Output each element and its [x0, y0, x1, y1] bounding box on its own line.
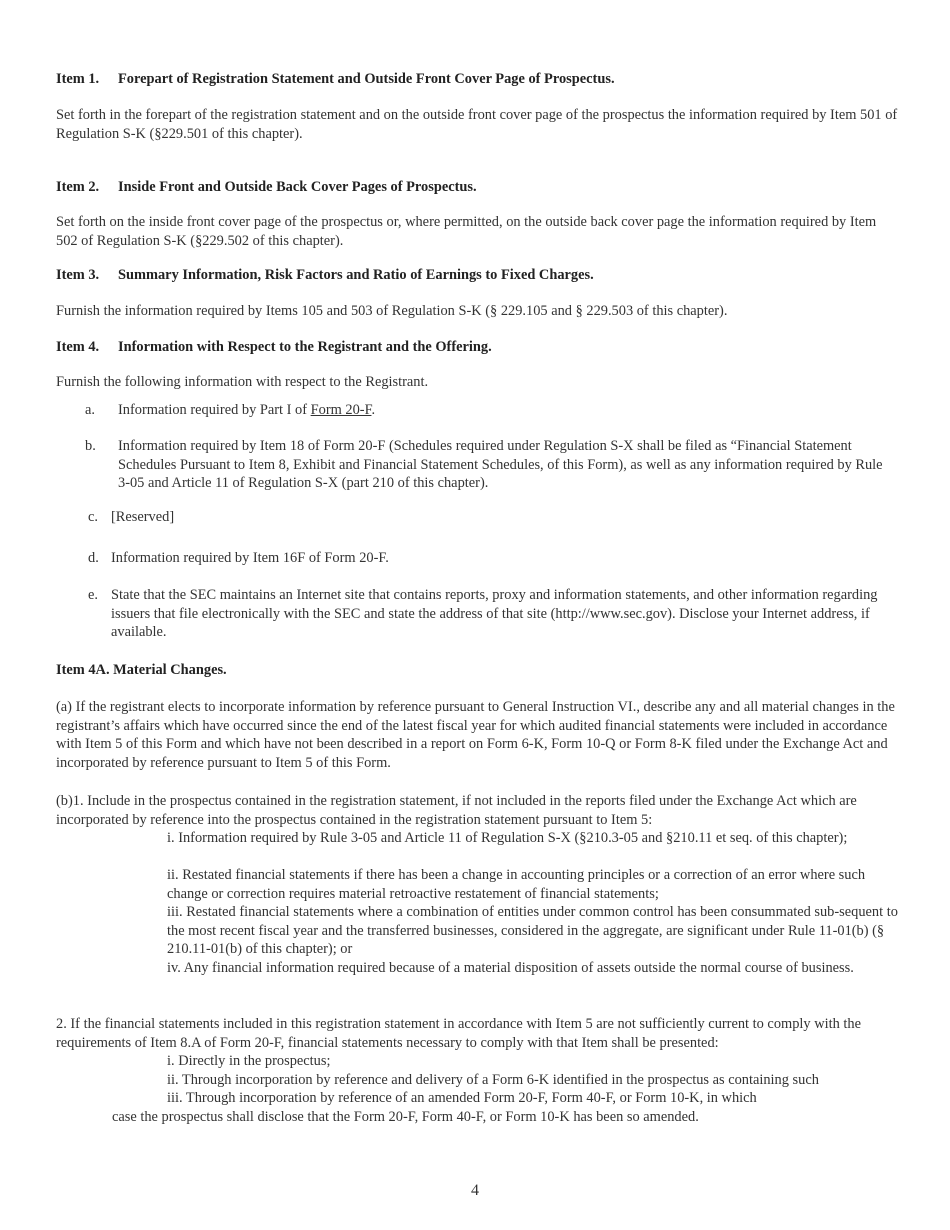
item-4-list-item-b — [85, 437, 898, 493]
item-1-number: Item 1. — [56, 71, 100, 87]
item-4a-paragraph-b1: (b)1. Include in the prospectus contained in the registration statement, if not included in the reports filed under the Exchange Act which are incorporated by reference into the prospectus contained in the registration statement pursuant to Item 5: — [56, 793, 857, 828]
b1-subitem-ii: ii. Restated financial statements if there has been a change in accounting principles or a correction of an error where such change or correction requires material retroactive restatement of financial statements; — [167, 867, 866, 902]
item-4-list-item-d — [88, 549, 898, 568]
b2-subitem-i: i. Directly in the prospectus; — [167, 1053, 331, 1069]
list-label-e: e. — [88, 587, 98, 603]
b1-subitem-iv: iv. Any financial information required because of a material disposition of assets outside the normal course of business. — [167, 960, 854, 976]
b2-subitem-iii: iii. Through incorporation by reference of an amended Form 20-F, Form 40-F, or Form 10-K, in which — [167, 1090, 757, 1106]
item-3-body: Furnish the information required by Items 105 and 503 of Regulation S-K (§ 229.105 and § 229.503 of this chapter). — [56, 303, 728, 319]
item-1-title: Forepart of Registration Statement and Outside Front Cover Page of Prospectus. — [118, 71, 615, 87]
item-4-c-text: [Reserved] — [111, 509, 175, 525]
list-label-d: d. — [88, 550, 99, 566]
item-3-title: Summary Information, Risk Factors and Ratio of Earnings to Fixed Charges. — [118, 267, 594, 283]
item-1-body: Set forth in the forepart of the registration statement and on the outside front cover page of the prospectus the information required by Item 501 of Regulation S-K (§229.501 of this chapter). — [56, 107, 898, 142]
item-4-d-text: Information required by Item 16F of Form 20-F. — [111, 550, 389, 566]
form-20f-link[interactable]: Form 20-F — [310, 402, 372, 418]
item-4-e-text: State that the SEC maintains an Internet site that contains reports, proxy and information statements, and other information regarding issuers that file electronically with the SEC and state the address of that site (http://www.sec.gov). Disclose your Internet address, if available. — [111, 587, 878, 641]
item-2-heading — [56, 178, 898, 197]
list-label-c: c. — [88, 509, 98, 525]
item-2-title: Inside Front and Outside Back Cover Pages of Prospectus. — [118, 179, 477, 195]
item-4a-paragraph-b2: 2. If the financial statements included in this registration statement in accordance with Item 5 are not sufficiently current to comply with the requirements of Item 8.A of Form 20-F, financial statements necessary to comply with that Item shall be presented: — [56, 1016, 861, 1051]
item-4-a-period: . — [371, 402, 376, 418]
list-label-b: b. — [85, 438, 96, 454]
item-4a-heading: Item 4A. Material Changes. — [56, 662, 227, 678]
item-4-list-item-c — [88, 508, 898, 527]
item-2-body: Set forth on the inside front cover page of the prospectus or, where permitted, on the outside back cover page the information required by Item 502 of Regulation S-K (§229.502 of this chapter). — [56, 214, 877, 249]
item-4-heading — [56, 338, 898, 357]
list-label-a: a. — [85, 402, 95, 418]
item-4-a-text: Information required by Part I of — [118, 402, 311, 418]
item-4-b-text: Information required by Item 18 of Form 20-F (Schedules required under Regulation S-X shall be filed as “Financial Statement Schedules Pursuant to Item 8, Exhibit and Financial Statement Schedules, of this Form), as well as any information required by Rule 3-05 and Article 11 of Regulation S-X (part 210 of this chapter). — [118, 438, 883, 492]
item-4-list-item-e — [88, 586, 898, 642]
b1-subitem-i: i. Information required by Rule 3-05 and Article 11 of Regulation S-X (§210.3-05 and §210.11 et seq. of this chapter); — [167, 830, 848, 846]
b2-subitem-ii: ii. Through incorporation by reference and delivery of a Form 6-K identified in the prospectus as containing such — [167, 1072, 819, 1088]
item-4a-paragraph-a: (a) If the registrant elects to incorporate information by reference pursuant to General Instruction VI., describe any and all material changes in the registrant’s affairs which have occurred since the end of the latest fiscal year for which audited financial statements were included in accordance with Item 5 of this Form and which have not been described in a report on Form 6-K, Form 10-Q or Form 8-K filed under the Exchange Act and incorporated by reference pursuant to Item 5 of this Form. — [56, 699, 895, 771]
item-3-number: Item 3. — [56, 267, 100, 283]
item-4-number: Item 4. — [56, 339, 100, 355]
page-number: 4 — [471, 1182, 479, 1199]
item-3-heading — [56, 266, 898, 285]
item-4-list-item-a — [85, 401, 898, 420]
item-4-title: Information with Respect to the Registrant and the Offering. — [118, 339, 492, 355]
item-2-number: Item 2. — [56, 179, 100, 195]
item-4-intro: Furnish the following information with respect to the Registrant. — [56, 374, 429, 390]
item-1-heading — [56, 70, 898, 89]
b1-subitem-iii: iii. Restated financial statements where a combination of entities under common control has been consummated sub-sequent to the most recent fiscal year and the transferred businesses, considered in the aggregate, are significant under Rule 11-01(b) (§ 210.11-01(b) of this chapter); or — [167, 904, 898, 958]
b2-continuation-text: case the prospectus shall disclose that the Form 20-F, Form 40-F, or Form 10-K has been so amended. — [112, 1109, 699, 1125]
